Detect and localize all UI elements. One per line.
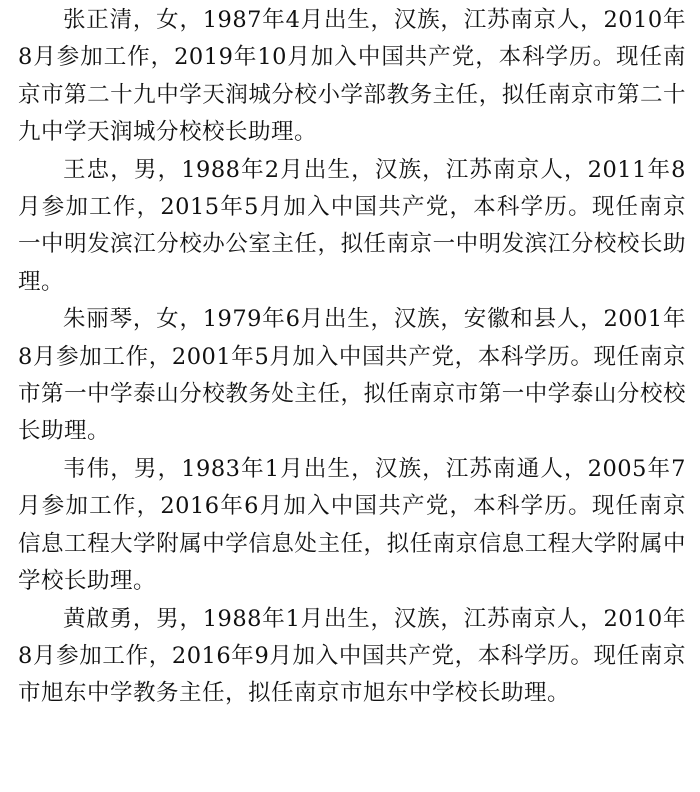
paragraph-zhang-zhengqing: 张正清，女，1987年4月出生，汉族，江苏南京人，2010年8月参加工作，2019年10月加入中国共产党，本科学历。现任南京市第二十九中学天润城分校小学部教务主任，拟任南京市第二十九中学天润城分校校长助理。	[18, 7, 686, 146]
paragraph-zhu-liqin: 朱丽琴，女，1979年6月出生，汉族，安徽和县人，2001年8月参加工作，2001年5月加入中国共产党，本科学历。现任南京市第一中学泰山分校教务处主任，拟任南京市第一中学泰山分校校长助理。	[18, 306, 686, 445]
paragraph-wang-zhong: 王忠，男，1988年2月出生，汉族，江苏南京人，2011年8月参加工作，2015年5月加入中国共产党，本科学历。现任南京一中明发滨江分校办公室主任，拟任南京一中明发滨江分校校长助理。	[18, 156, 686, 295]
paragraph-huang-qiyong: 黄啟勇，男，1988年1月出生，汉族，江苏南京人，2010年8月参加工作，2016年9月加入中国共产党，本科学历。现任南京市旭东中学教务主任，拟任南京市旭东中学校长助理。	[18, 605, 686, 707]
paragraph-wei-wei: 韦伟，男，1983年1月出生，汉族，江苏南通人，2005年7月参加工作，2016年6月加入中国共产党，本科学历。现任南京信息工程大学附属中学信息处主任，拟任南京信息工程大学附属中学校长助理。	[18, 455, 686, 595]
